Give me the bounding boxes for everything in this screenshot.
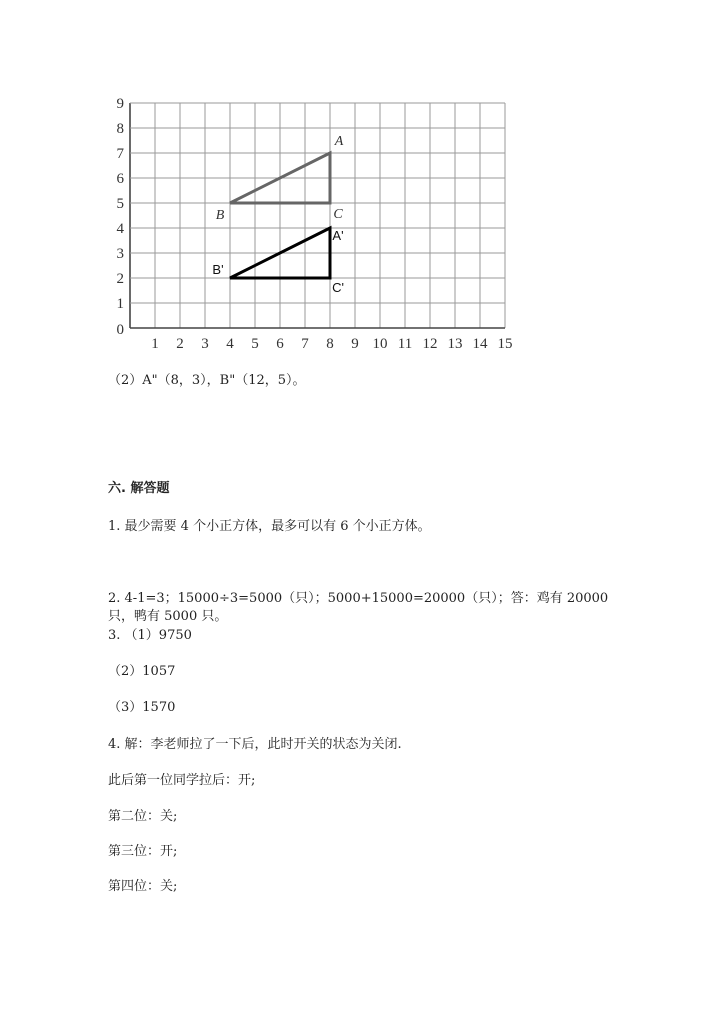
point-label: C xyxy=(333,207,343,222)
x-tick-label: 10 xyxy=(372,336,388,352)
answer-q4-1: 4. 解：李老师拉了一下后，此时开关的状态为关闭. xyxy=(108,737,402,752)
section-title: 六. 解答题 xyxy=(108,481,170,496)
x-tick-label: 13 xyxy=(447,336,463,352)
y-tick-label: 7 xyxy=(116,146,124,162)
y-tick-label: 3 xyxy=(116,246,124,262)
x-axis-ticks xyxy=(151,336,512,352)
x-tick-label: 1 xyxy=(151,336,159,352)
answer-q3-3: （3）1570 xyxy=(108,700,176,715)
y-tick-label: 4 xyxy=(116,221,124,237)
answer-q4-4: 第三位：开; xyxy=(108,844,178,859)
y-axis-ticks xyxy=(117,96,125,338)
x-tick-label: 15 xyxy=(497,336,513,352)
answer-q1: 1. 最少需要 4 个小正方体，最多可以有 6 个小正方体。 xyxy=(108,519,431,534)
answer-part2: （2）A"（8，3），B"（12，5）。 xyxy=(108,373,306,388)
answer-q3-2: （2）1057 xyxy=(108,664,176,679)
x-tick-label: 7 xyxy=(301,336,309,352)
point-label: C' xyxy=(332,280,344,295)
answer-q3-1: 3. （1）9750 xyxy=(108,628,192,643)
answer-q4-5: 第四位：关; xyxy=(108,879,178,894)
x-tick-label: 3 xyxy=(201,336,209,352)
x-tick-label: 12 xyxy=(422,336,438,352)
x-tick-label: 4 xyxy=(226,336,234,352)
x-tick-label: 2 xyxy=(176,336,184,352)
answer-q4-3: 第二位：关; xyxy=(108,809,178,824)
y-tick-label: 0 xyxy=(116,322,124,338)
x-tick-label: 11 xyxy=(397,336,413,352)
point-label: A xyxy=(334,134,344,149)
x-tick-label: 9 xyxy=(351,336,359,352)
x-tick-label: 8 xyxy=(326,336,334,352)
triangles xyxy=(212,134,344,295)
coordinate-grid-figure xyxy=(100,86,530,356)
y-tick-label: 1 xyxy=(116,296,124,312)
y-tick-label: 2 xyxy=(116,271,124,287)
point-label: B' xyxy=(212,262,224,277)
point-label: B xyxy=(215,208,225,223)
x-tick-label: 5 xyxy=(251,336,259,352)
point-label: A' xyxy=(332,228,344,243)
answer-q4-2: 此后第一位同学拉后：开; xyxy=(108,773,256,788)
y-tick-label: 8 xyxy=(116,121,124,137)
x-tick-label: 6 xyxy=(276,336,284,352)
x-tick-label: 14 xyxy=(472,336,488,352)
y-tick-label: 6 xyxy=(116,171,124,187)
answer-q2-line2: 只，鸭有 5000 只。 xyxy=(108,609,228,624)
y-tick-label: 9 xyxy=(116,96,124,112)
y-tick-label: 5 xyxy=(116,196,124,212)
grid-lines xyxy=(130,103,505,328)
answer-q2-line1: 2. 4-1=3；15000÷3=5000（只）；5000+15000=20000（只）；答：鸡有 20000 xyxy=(108,591,609,606)
